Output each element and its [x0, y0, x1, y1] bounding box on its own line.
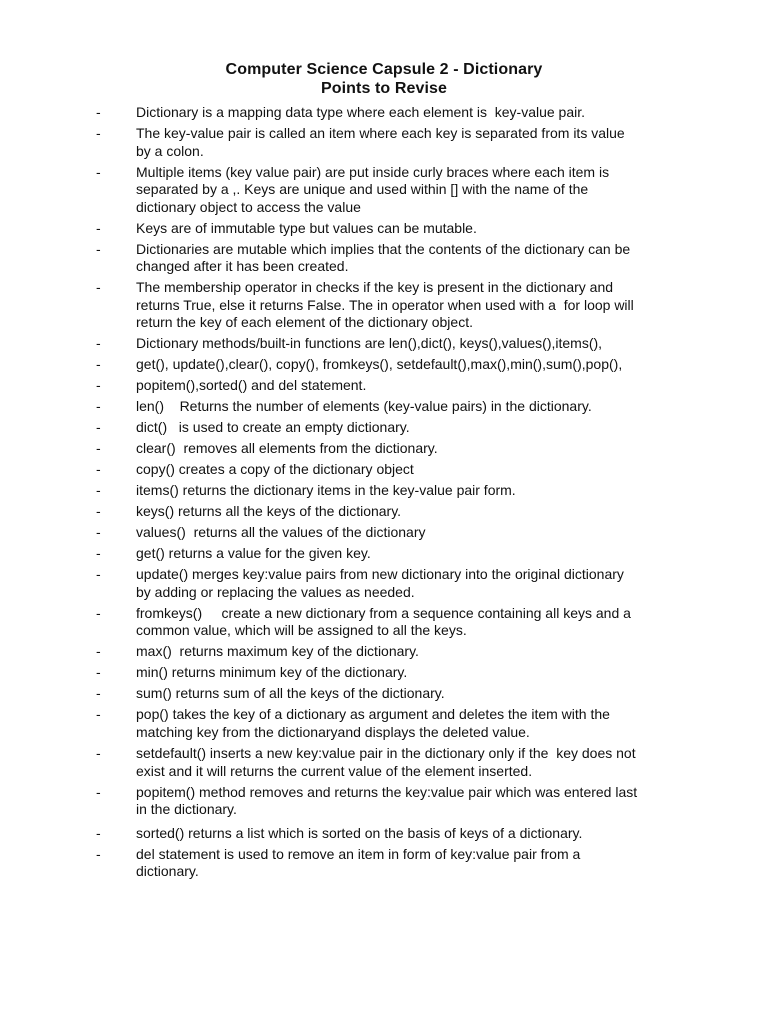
list-item-text	[136, 104, 684, 122]
list-item-line: changed after it has been created.	[136, 258, 349, 275]
bullet-dash: -	[96, 279, 101, 296]
list-item-line: get(), update(),clear(), copy(), fromkeys(), setdefault(),max(),min(),sum(),pop(),	[136, 356, 623, 373]
bullet-dash: -	[96, 545, 101, 562]
list-item-line: update() merges key:value pairs from new dictionary into the original dictionary	[136, 566, 624, 583]
list-item-text	[136, 685, 684, 703]
list-item-text	[136, 398, 684, 416]
list-item-line: Keys are of immutable type but values can be mutable.	[136, 219, 477, 236]
list-item-text	[136, 664, 684, 682]
bullet-dash: -	[96, 643, 101, 660]
list-item	[0, 685, 768, 703]
list-item	[0, 335, 768, 353]
list-item-line: items() returns the dictionary items in the key-value pair form.	[136, 482, 516, 499]
bullet-dash: -	[96, 419, 101, 436]
list-item	[0, 503, 768, 521]
bullet-dash: -	[96, 482, 101, 499]
list-item-line: dictionary object to access the value	[136, 198, 361, 215]
list-item	[0, 643, 768, 661]
list-item	[0, 164, 768, 217]
list-item-line: get() returns a value for the given key.	[136, 545, 371, 562]
document-title: Computer Science Capsule 2 - Dictionary	[225, 61, 543, 78]
list-item-line: dictionary.	[136, 863, 199, 880]
list-item-line: len() Returns the number of elements (key-value pairs) in the dictionary.	[136, 398, 592, 415]
list-item	[0, 356, 768, 374]
list-item-line: matching key from the dictionaryand displays the deleted value.	[136, 724, 530, 740]
list-item-line: del statement is used to remove an item in form of key:value pair from a	[136, 845, 581, 862]
list-item-text	[136, 356, 684, 374]
list-item-text	[136, 745, 684, 780]
list-item-text	[136, 482, 684, 500]
bullet-dash: -	[96, 377, 101, 394]
list-item-line: dict() is used to create an empty dictionary.	[136, 419, 410, 436]
list-item-text	[136, 440, 684, 458]
bullet-dash: -	[96, 219, 101, 236]
list-item	[0, 846, 768, 881]
bullet-list	[0, 104, 768, 884]
list-item-text	[136, 125, 684, 160]
list-item	[0, 566, 768, 601]
list-item-line: values() returns all the values of the dictionary	[136, 524, 426, 541]
list-item-line: returns True, else it returns False. The in operator when used with a for loop will	[136, 296, 634, 313]
list-item-text	[136, 335, 684, 353]
list-item-line: return the key of each element of the dictionary object.	[136, 314, 473, 331]
list-item	[0, 440, 768, 458]
list-item	[0, 104, 768, 122]
list-item	[0, 461, 768, 479]
list-item-line: popitem(),sorted() and del statement.	[136, 377, 367, 394]
list-item	[0, 605, 768, 640]
document-subtitle: Points to Revise	[320, 80, 448, 97]
list-item	[0, 745, 768, 780]
list-item-line: separated by a ,. Keys are unique and used within [] with the name of the	[136, 181, 589, 198]
list-item	[0, 220, 768, 238]
list-item-line: min() returns minimum key of the dictionary.	[136, 664, 408, 681]
bullet-dash: -	[96, 124, 101, 141]
list-item-line: in the dictionary.	[136, 801, 237, 818]
list-item-text	[136, 605, 684, 640]
list-item	[0, 482, 768, 500]
list-item-line: sorted() returns a list which is sorted on the basis of keys of a dictionary.	[136, 824, 583, 841]
list-item-line: Dictionaries are mutable which implies that the contents of the dictionary can be	[136, 240, 631, 257]
list-item-line: Dictionary methods/built-in functions are len(),dict(), keys(),values(),items(),	[136, 335, 603, 352]
bullet-dash: -	[96, 163, 101, 180]
list-item-line: Dictionary is a mapping data type where each element is key-value pair.	[136, 104, 586, 120]
bullet-dash: -	[96, 783, 101, 800]
list-item-line: Multiple items (key value pair) are put inside curly braces where each item is	[136, 163, 610, 180]
bullet-dash: -	[96, 104, 101, 120]
list-item	[0, 419, 768, 437]
bullet-dash: -	[96, 398, 101, 415]
list-item-text	[136, 784, 684, 819]
list-item-line: exist and it will returns the current value of the element inserted.	[136, 762, 533, 779]
bullet-dash: -	[96, 604, 101, 621]
list-item-text	[136, 503, 684, 521]
list-item-line: popitem() method removes and returns the key:value pair which was entered last	[136, 783, 638, 800]
list-item-line: max() returns maximum key of the dictionary.	[136, 643, 419, 660]
bullet-dash: -	[96, 706, 101, 723]
bullet-dash: -	[96, 744, 101, 761]
bullet-dash: -	[96, 524, 101, 541]
bullet-dash: -	[96, 440, 101, 457]
list-item	[0, 706, 768, 741]
bullet-dash: -	[96, 240, 101, 257]
list-item-line: setdefault() inserts a new key:value pair in the dictionary only if the key does not	[136, 744, 636, 761]
list-item-text	[136, 220, 684, 238]
list-item-text	[136, 825, 684, 843]
list-item-line: copy() creates a copy of the dictionary object	[136, 461, 414, 478]
list-item	[0, 241, 768, 276]
bullet-dash: -	[96, 664, 101, 681]
list-item	[0, 545, 768, 563]
list-item-text	[136, 706, 684, 741]
list-item-line: common value, which will be assigned to all the keys.	[136, 622, 467, 639]
list-item-line: keys() returns all the keys of the dictionary.	[136, 503, 402, 520]
list-item-text	[136, 377, 684, 395]
list-item-text	[136, 545, 684, 563]
list-item-line: by adding or replacing the values as needed.	[136, 583, 415, 600]
list-item-text	[136, 279, 684, 332]
list-item	[0, 377, 768, 395]
list-item-text	[136, 419, 684, 437]
list-item-text	[136, 846, 684, 881]
bullet-dash: -	[96, 845, 101, 862]
list-item-line: clear() removes all elements from the dictionary.	[136, 440, 438, 457]
list-item-line: fromkeys() create a new dictionary from a sequence containing all keys and a	[136, 604, 631, 621]
list-item-line: by a colon.	[136, 142, 204, 159]
list-item-line: The key-value pair is called an item where each key is separated from its value	[136, 124, 625, 141]
bullet-dash: -	[96, 685, 101, 702]
list-item-text	[136, 566, 684, 601]
list-item-text	[136, 461, 684, 479]
bullet-dash: -	[96, 566, 101, 583]
bullet-dash: -	[96, 503, 101, 520]
bullet-dash: -	[96, 824, 101, 841]
bullet-dash: -	[96, 461, 101, 478]
list-item-line: pop() takes the key of a dictionary as argument and deletes the item with the	[136, 706, 610, 723]
list-item-text	[136, 643, 684, 661]
list-item	[0, 825, 768, 843]
list-item-text	[136, 164, 684, 217]
list-item-line: sum() returns sum of all the keys of the dictionary.	[136, 685, 445, 702]
list-item	[0, 279, 768, 332]
bullet-dash: -	[96, 335, 101, 352]
list-item-text	[136, 524, 684, 542]
list-item	[0, 398, 768, 416]
list-item	[0, 664, 768, 682]
list-item	[0, 524, 768, 542]
list-item	[0, 125, 768, 160]
list-item-text	[136, 241, 684, 276]
list-item-line: The membership operator in checks if the key is present in the dictionary and	[136, 279, 614, 296]
list-item	[0, 784, 768, 819]
bullet-dash: -	[96, 356, 101, 373]
